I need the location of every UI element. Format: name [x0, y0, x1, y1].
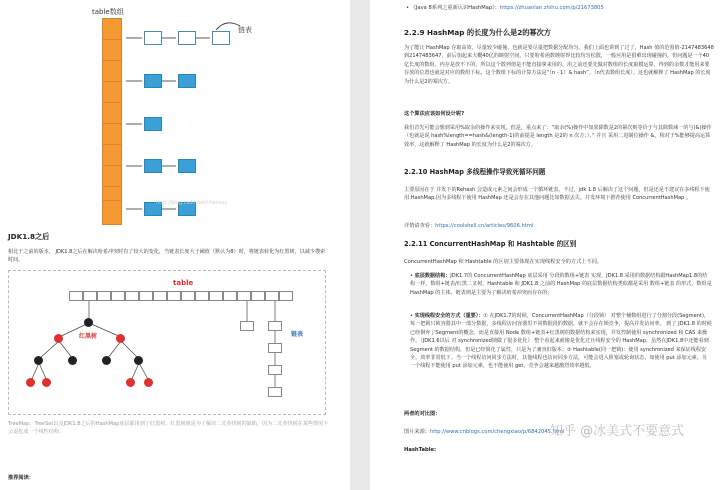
rbtree-node-black	[102, 356, 111, 365]
s2210-paragraph: 主要原因在于 并发下的Rehash 会造成元素之间会形成一个循环链表。不过，jdk 1.8 后解决了这个问题，但是还是不建议在多线程下使用 HashMap,因为多线程下使用 HashMap 还是会存在其他问题比如数据丢失。并发环境下推荐使用 ConcurrentHashMap 。	[404, 187, 710, 202]
right-page	[370, 0, 720, 490]
chain-node	[144, 117, 162, 131]
rbtree-node-red	[116, 334, 125, 343]
rbtree-figure	[8, 270, 326, 415]
s229-paragraph-1: 为了能让 HashMap 存取高效，尽量较少碰撞，也就是要尽量把数据分配均匀。我们上面也讲到了过了，Hash 值的范围值-2147483648到2147483647，前后加起来大概40亿的映射空间，只要哈希函数映射得比较均匀松散，一般应用是很难出现碰撞的。但问题是一个40亿长度的数组，内存是放不下的。所以这个散列值是不能直接拿来用的。用之前还要先做对数组的长度取模运算，得到的余数才能用来要存放的位置也就是对应的数组下标。这个数组下标的计算方法是“（n - 1）& hash”。（n代表数组长度）。这也就解释了 HashMap 的长度为什么是2的幂次方。	[404, 45, 714, 85]
rbtree-node-red	[54, 334, 63, 343]
list-node	[268, 321, 282, 331]
table-slot	[167, 291, 181, 301]
s2211-title: 2.2.11 ConcurrentHashMap 和 Hashtable 的区别	[404, 240, 577, 248]
image-source	[404, 428, 564, 436]
rbtree-node-black	[84, 318, 93, 327]
rbtree-node-black	[68, 356, 77, 365]
bullet1-label: 底层数据结构：	[414, 273, 451, 279]
top-link-url[interactable]: https://zhuanlan.zhihu.com/p/21673805	[499, 5, 604, 11]
table-cell	[102, 200, 122, 225]
chain-node	[178, 31, 196, 45]
list-node	[268, 387, 282, 397]
figure1-title: table数组	[92, 8, 124, 16]
list-node	[268, 343, 282, 353]
figure2-table-label: table	[173, 279, 194, 287]
top-link-prefix: 《Java 8系列之重新认识HashMap》：	[410, 5, 500, 11]
figure1-connectors	[66, 4, 266, 224]
table-slot	[69, 291, 83, 301]
s229-question: 这个算法应该如何设计呢?	[404, 111, 465, 117]
s2210-detail	[404, 222, 533, 230]
figure1-watermark: http://blog.csdn.net/chenssy	[156, 200, 228, 206]
image-source-url[interactable]: http://www.cnblogs.com/chengxiao/p/6842045.html	[429, 429, 565, 435]
bullet-dot: •	[410, 313, 415, 319]
section-title-jdk18: JDK1.8之后	[8, 232, 50, 241]
table-slot	[181, 291, 195, 301]
chain-node	[144, 74, 162, 88]
table-slot	[237, 291, 251, 301]
table-slot	[279, 291, 293, 301]
rbtree-node-red	[126, 378, 135, 387]
bullet1-text: JDK1.7的 ConcurrentHashMap 底层采用 分段的数组+链表 实现，JDK1.8 采用的数据结构跟HashMap1.8的结构一样，数组+链表/红黑二叉树。Hashtable 和 JDK1.8 之前的 HashMap 的底层数据结构类似都是采用 数组+链表 的形式，数组是 HashMap 的主体，链表则是主要为了解决哈希冲突而存在的；	[410, 273, 712, 296]
table-slot	[153, 291, 167, 301]
table-slot	[265, 291, 279, 301]
s229-title: 2.2.9 HashMap 的长度为什么是2的幂次方	[404, 28, 551, 37]
s2210-title: 2.2.10 HashMap 多线程操作导致死循环问题	[404, 168, 546, 176]
s229-paragraph-2: 我们首先可能会想到采用%取余的操作来实现。但是，重点来了：“取余(%)操作中如果除数是2的幂次则等价于与其除数减一的与(&)操作（也就是说 hash%length==hash&(length-1)的前提是 length 是2的 n 次方；）。” 并且 采用二进制位操作 &，相对于%能够提高运算效率，这就解释了 HashMap 的长度为什么是2的幂次方。	[404, 125, 712, 148]
table-slot	[223, 291, 237, 301]
hashtable-label: HashTable:	[404, 447, 437, 453]
chain-node	[178, 159, 196, 173]
table-slot	[209, 291, 223, 301]
list-node	[268, 365, 282, 375]
table-slot	[125, 291, 139, 301]
table-slot	[251, 291, 265, 301]
rbtree-node-black	[34, 356, 43, 365]
rbtree-node-red	[26, 378, 35, 387]
rbtree-node-black	[134, 356, 143, 365]
rbtree-node-red	[144, 378, 153, 387]
s2211-intro: ConcurrentHashMap 和 Hashtable 的区别主要体现在实现线程安全的方式上不同。	[404, 259, 603, 265]
left-page	[0, 0, 350, 490]
bullet-dot: •	[406, 5, 411, 11]
bullet-thread-safety	[410, 312, 712, 371]
compare-label: 两者的对比图：	[404, 411, 441, 417]
recommend-label: 推荐阅读：	[8, 475, 34, 481]
s2210-detail-url[interactable]: https://coolshell.cn/articles/9606.html	[435, 223, 534, 229]
s2210-detail-prefix: 详情请查看：	[404, 223, 436, 229]
table-slot	[195, 291, 209, 301]
table-slot	[139, 291, 153, 301]
zhihu-watermark: 知乎 @冰美式不要意式	[550, 424, 685, 439]
top-link	[406, 4, 604, 12]
bullet2-text: ① 在JDK1.7的时候，ConcurrentHashMap（分段锁） 对整个桶数组进行了分割分段(Segment)，每一把锁只锁容器其中一部分数据，多线程访问容器里不同数据段的数据，就不会存在锁竞争，提高并发访问率。 到了 JDK1.8 的时候已经摒弃了Segment的概念，而是直接用 Node 数组+链表+红黑树的数据结构来实现，并发控制使用 synchronized 和 CAS 来操作。（JDK1.6以后 对 synchronized锁做了很多优化） 整个看起来就像是优化过且线程安全的 HashMap，虽然在JDK1.8中还能看到 Segment 的数据结构，但是已经简化了属性，只是为了兼容旧版本；② Hashtable(同一把锁)：使用 synchronized 来保证线程安全，效率非常低下。当一个线程访问同步方法时，其他线程也访问同步方法，可能会进入阻塞或轮询状态，如使用 put 添加元素，另一个线程不能使用 put 添加元素，也不能使用 get，竞争会越来越激烈效率越低。	[410, 313, 712, 370]
chain-node	[144, 31, 162, 45]
bullet-data-structure	[410, 272, 712, 297]
image-source-prefix: 图片来源：	[404, 429, 430, 435]
chain-node	[144, 159, 162, 173]
figure2-rbtree-label: 红黑树	[79, 333, 98, 340]
chain-node	[178, 74, 196, 88]
bullet-dot: •	[410, 273, 415, 279]
jdk18-intro-paragraph: 相比于之前的版本， JDK1.8之后在解决哈希冲突时有了较大的变化，当链表长度大于阈值（默认为8）时，将链表转化为红黑树，以减少搜索时间。	[8, 249, 326, 264]
figure1-chain-label: 链表	[238, 26, 252, 34]
table-slot	[97, 291, 111, 301]
rbtree-node-red	[42, 378, 51, 387]
list-node	[240, 321, 254, 331]
chain-node	[212, 31, 230, 45]
figure2-caption: TreeMap、TreeSet以及JDK1.8之后的HashMap底层都用到了红黑树。红黑树就是为了解决二叉查找树的缺陷，因为二叉查找树在某些情况下会退化成一个线性结构。	[8, 421, 329, 436]
table-slot	[83, 291, 97, 301]
hashmap-bucket-figure	[66, 4, 266, 224]
bullet2-label: 实现线程安全的方式（重要）：	[414, 313, 484, 319]
table-slot	[111, 291, 125, 301]
figure2-list-label: 链表	[291, 331, 304, 338]
